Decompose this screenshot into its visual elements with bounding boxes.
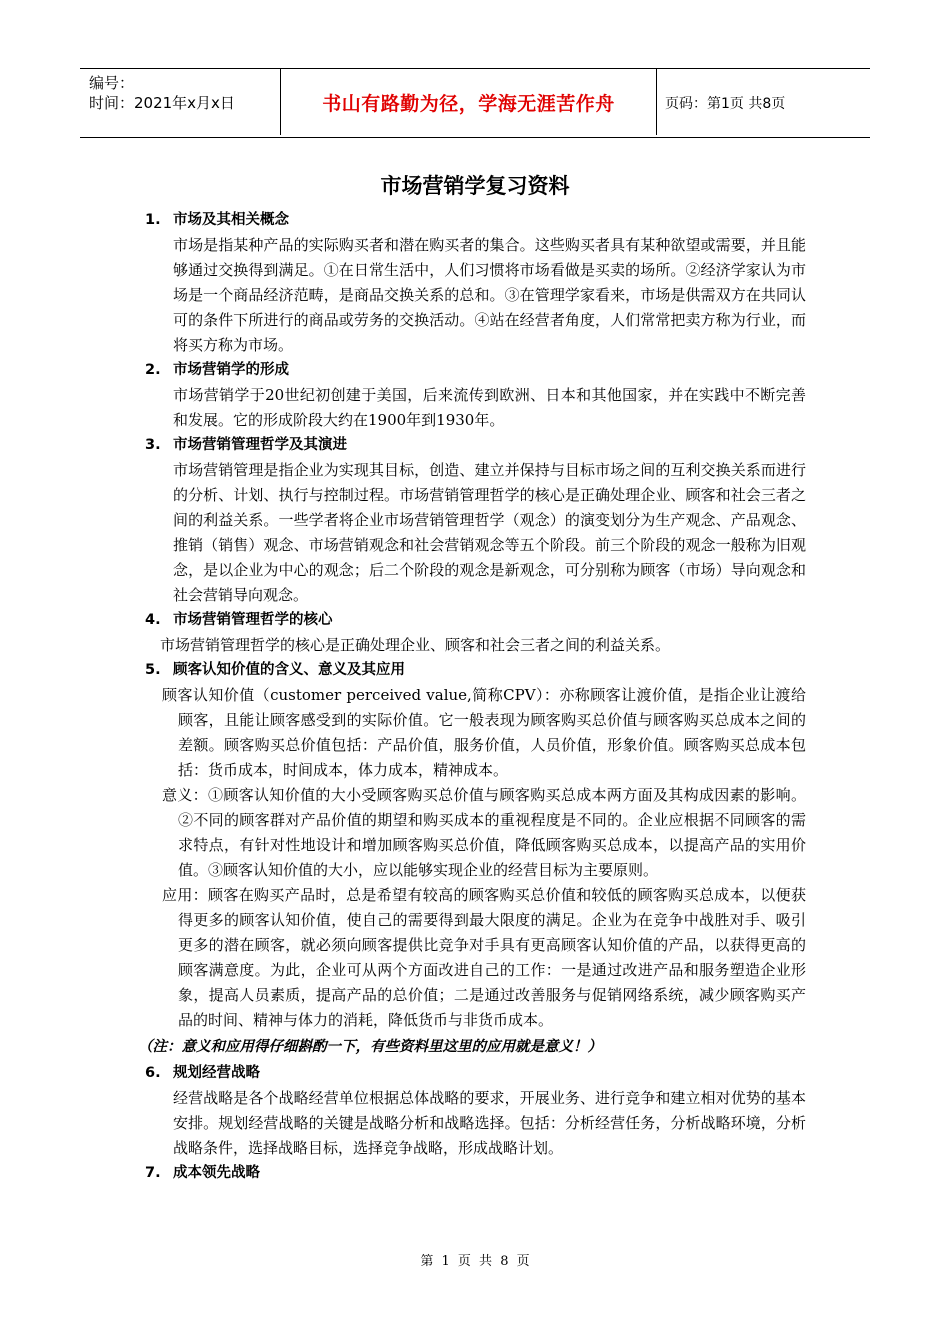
section-paragraph: 市场营销管理是指企业为实现其目标，创造、建立并保持与目标市场之间的互利交换关系而进行的分析、计划、执行与控制过程。市场营销管理哲学的核心是正确处理企业、顾客和社会三者之间的利益关系。一些学者将企业市场营销管理哲学（观念）的演变划分为生产观念、产品观念、推销（销售）观念、市场营销观念和社会营销观念等五个阶段。前三个阶段的观念一般称为旧观念，是以企业为中心的观念；后二个阶段的观念是新观念，可分别称为顾客（市场）导向观念和社会营销导向观念。 bbox=[173, 461, 806, 604]
section-heading bbox=[0, 658, 950, 683]
header-meta bbox=[89, 73, 235, 113]
document-body bbox=[0, 208, 950, 1186]
page-header bbox=[80, 68, 870, 138]
section-number: 2. bbox=[145, 362, 161, 378]
section-paragraph: 市场是指某种产品的实际购买者和潜在购买者的集合。这些购买者具有某种欲望或需要，并且能够通过交换得到满足。①在日常生活中，人们习惯将市场看做是买卖的场所。②经济学家认为市场是一个商品经济范畴，是商品交换关系的总和。③在管理学家看来，市场是供需双方在共同认可的条件下所进行的商品或劳务的交换活动。④站在经营者角度，人们常常把卖方称为行业，而将买方称为市场。 bbox=[173, 236, 806, 354]
section-number: 3. bbox=[145, 437, 161, 453]
section-heading bbox=[0, 608, 950, 633]
section-paragraph: 经营战略是各个战略经营单位根据总体战略的要求，开展业务、进行竞争和建立相对优势的基本安排。规划经营战略的关键是战略分析和战略选择。包括：分析经营任务，分析战略环境，分析战略条件，选择战略目标，选择竞争战略，形成战略计划。 bbox=[173, 1089, 806, 1157]
section-title: 市场营销管理哲学的核心 bbox=[173, 612, 333, 628]
document-number-label: 编号： bbox=[89, 74, 135, 92]
section-number: 6. bbox=[145, 1065, 161, 1081]
section-number: 1. bbox=[145, 212, 161, 228]
section-heading bbox=[0, 1161, 950, 1186]
section-paragraph: 市场营销管理哲学的核心是正确处理企业、顾客和社会三者之间的利益关系。 bbox=[160, 636, 671, 654]
header-motto: 书山有路勤为径，学海无涯苦作舟 bbox=[322, 92, 615, 115]
cpv-definition-paragraph: 顾客认知价值（customer perceived value,简称CPV）：亦称顾客让渡价值，是指企业让渡给顾客，且能让顾客感受到的实际价值。它一般表现为顾客购买总价值与顾客购买总成本之间的差额。顾客购买总价值包括：产品价值，服务价值，人员价值，形象价值。顾客购买总成本包括：货币成本，时间成本，体力成本，精神成本。 bbox=[162, 686, 806, 779]
section-heading bbox=[0, 358, 950, 383]
header-motto-box bbox=[280, 69, 657, 135]
section-heading bbox=[0, 1061, 950, 1086]
section-number: 5. bbox=[145, 662, 161, 678]
section-heading bbox=[0, 208, 950, 233]
section-title: 市场营销学的形成 bbox=[173, 362, 289, 378]
section-title: 顾客认知价值的含义、意义及其应用 bbox=[173, 662, 405, 678]
document-title: 市场营销学复习资料 bbox=[380, 174, 570, 198]
cpv-application-paragraph: 应用：顾客在购买产品时，总是希望有较高的顾客购买总价值和较低的顾客购买总成本，以便获得更多的顾客认知价值，使自己的需要得到最大限度的满足。企业为在竞争中战胜对手、吸引更多的潜在顾客，就必须向顾客提供比竞争对手具有更高顾客认知价值的产品，以获得更高的顾客满意度。为此，企业可从两个方面改进自己的工作：一是通过改进产品和服务塑造企业形象，提高人员素质，提高产品的总价值；二是通过改善服务与促销网络系统，减少顾客购买产品的时间、精神与体力的消耗，降低货币与非货币成本。 bbox=[162, 886, 806, 1029]
section-title: 市场营销管理哲学及其演进 bbox=[173, 437, 347, 453]
editor-note: （注：意义和应用得仔细斟酌一下，有些资料里这里的应用就是意义！） bbox=[138, 1039, 602, 1055]
page-footer: 第 1 页 共 8 页 bbox=[420, 1254, 530, 1269]
section-title: 规划经营战略 bbox=[173, 1065, 260, 1081]
section-paragraph: 市场营销学于20世纪初创建于美国，后来流传到欧洲、日本和其他国家，并在实践中不断完善和发展。它的形成阶段大约在1900年到1930年。 bbox=[173, 386, 806, 429]
section-heading bbox=[0, 433, 950, 458]
section-title: 成本领先战略 bbox=[173, 1165, 260, 1181]
section-number: 4. bbox=[145, 612, 161, 628]
cpv-significance-paragraph: 意义：①顾客认知价值的大小受顾客购买总价值与顾客购买总成本两方面及其构成因素的影响。②不同的顾客群对产品价值的期望和购买成本的重视程度是不同的。企业应根据不同顾客的需求特点，有针对性地设计和增加顾客购买总价值，降低顾客购买总成本，以提高产品的实用价值。③顾客认知价值的大小，应以能够实现企业的经营目标为主要原则。 bbox=[162, 786, 806, 879]
document-date-label: 时间：2021年x月x日 bbox=[89, 94, 235, 112]
header-page-info: 页码：第1页 共8页 bbox=[665, 96, 786, 112]
section-title: 市场及其相关概念 bbox=[173, 212, 289, 228]
section-number: 7. bbox=[145, 1165, 161, 1181]
